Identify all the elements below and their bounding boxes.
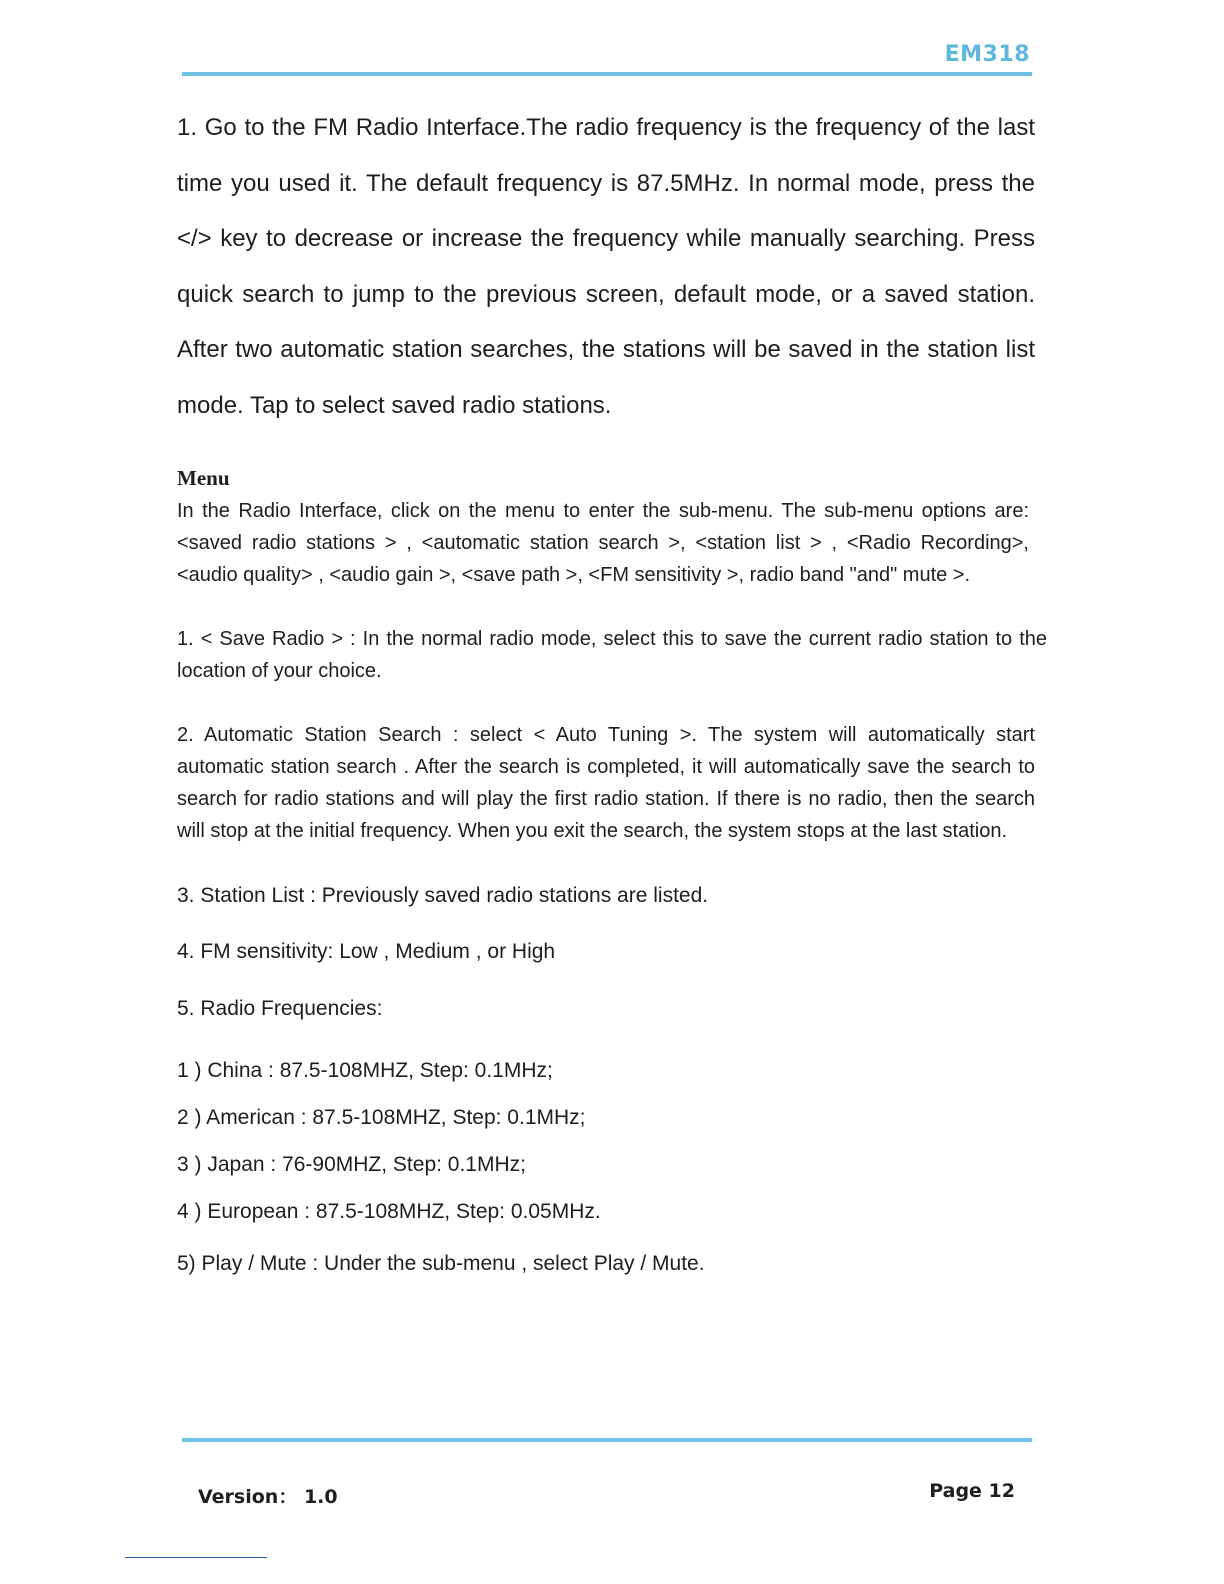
header-divider <box>182 72 1032 76</box>
menu-description: In the Radio Interface, click on the menu to enter the sub-menu. The sub-menu options are: <saved radio stations > , <automatic station search >, <station list > , <Radio Recording>, <audio quality> , <audio gain >, <save path >, <FM sensitivity >, radio band "and" mute >. <box>177 500 1029 586</box>
radio-frequencies-item: 5. Radio Frequencies: <box>177 997 383 1020</box>
corner-divider <box>125 1557 267 1558</box>
play-mute-item: 5) Play / Mute : Under the sub-menu , select Play / Mute. <box>177 1252 705 1275</box>
station-list-item: 3. Station List : Previously saved radio stations are listed. <box>177 884 709 907</box>
save-radio-item: 1. < Save Radio > : In the normal radio mode, select this to save the current radio station to the location of your choice. <box>177 628 1047 682</box>
menu-section-heading: Menu <box>177 466 230 490</box>
footer-divider <box>182 1438 1032 1442</box>
fm-sensitivity-item: 4. FM sensitivity: Low , Medium , or High <box>177 940 556 963</box>
frequency-american: 2 ) American : 87.5-108MHZ, Step: 0.1MHz; <box>177 1106 586 1129</box>
auto-station-search-item: 2. Automatic Station Search : select < Auto Tuning >. The system will automatically start automatic station search . After the search is completed, it will automatically save the search to search for radio stations and will play the first radio station. If there is no radio, then the search will stop at the initial frequency. When you exit the search, the system stops at the last station. <box>177 724 1035 842</box>
document-model-title: EM318 <box>944 42 1030 67</box>
frequency-japan: 3 ) Japan : 76-90MHZ, Step: 0.1MHz; <box>177 1153 526 1176</box>
page-content <box>177 100 1047 1279</box>
frequency-china: 1 ) China : 87.5-108MHZ, Step: 0.1MHz; <box>177 1059 553 1082</box>
footer-page-number: Page 12 <box>929 1480 1015 1502</box>
footer-version: Version： 1.0 <box>198 1486 338 1508</box>
intro-paragraph: 1. Go to the FM Radio Interface.The radio frequency is the frequency of the last time you used it. The default frequency is 87.5MHz. In normal mode, press the </> key to decrease or increase the frequency while manually searching. Press quick search to jump to the previous screen, default mode, or a saved station. After two automatic station searches, the stations will be saved in the station list mode. Tap to select saved radio stations. <box>177 114 1035 419</box>
frequency-european: 4 ) European : 87.5-108MHZ, Step: 0.05MHz. <box>177 1200 601 1223</box>
